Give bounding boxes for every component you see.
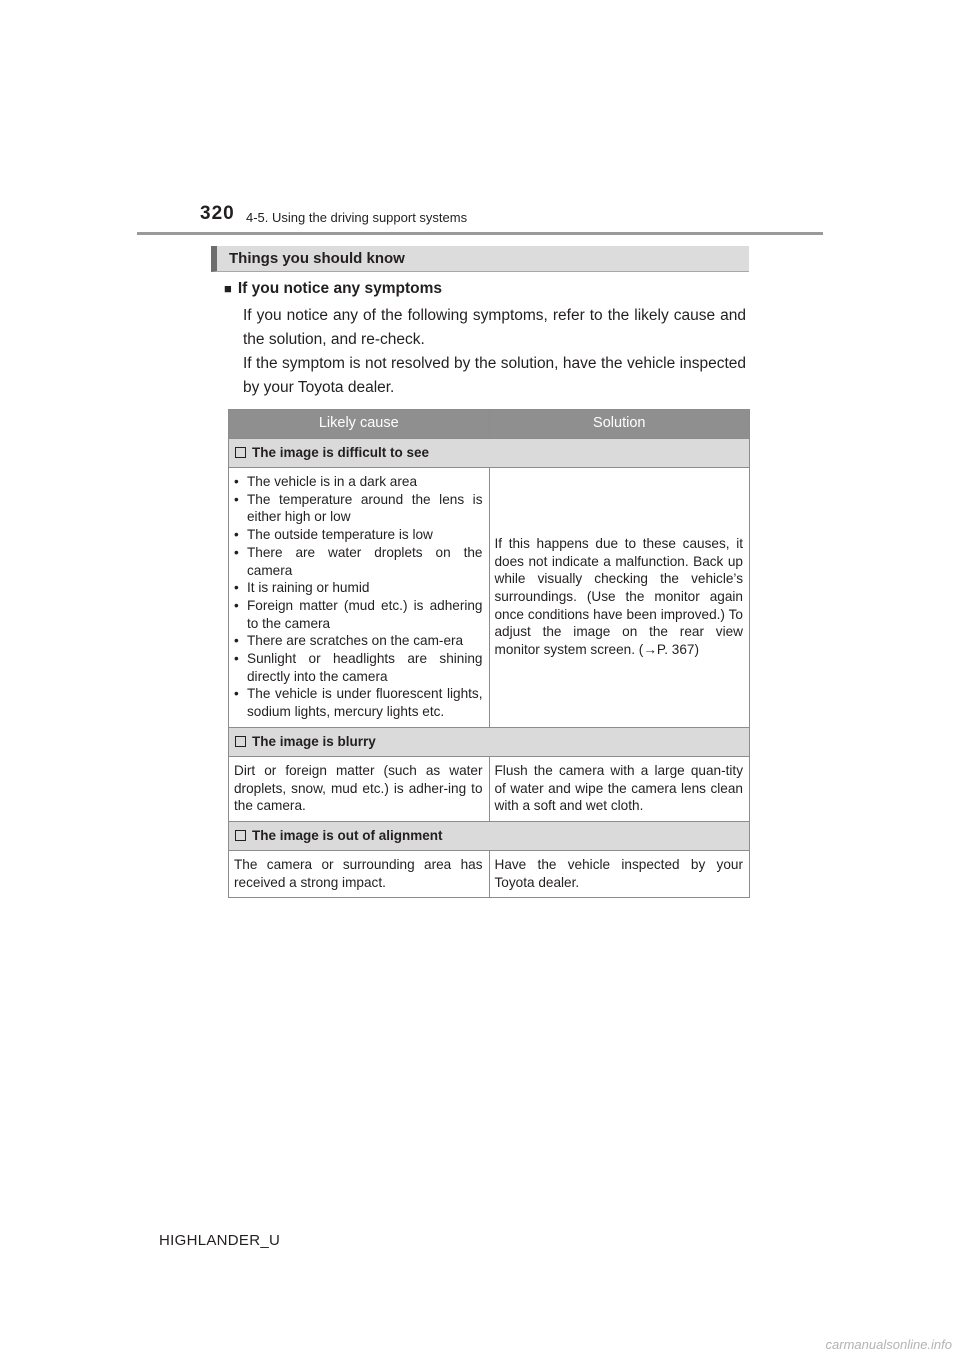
page-number: 320 — [200, 203, 235, 224]
cause-cell — [229, 468, 490, 728]
category-difficult-to-see — [229, 439, 750, 468]
category-blurry — [229, 727, 750, 756]
symptom-table — [228, 409, 750, 898]
table-row — [229, 850, 750, 897]
solution-cell: Flush the camera with a large quan-tity of water and wipe the camera lens clean with a soft and wet cloth. — [489, 756, 750, 821]
list-item: • Sunlight or headlights are shining directly into the camera — [234, 650, 483, 685]
symptoms-heading-text: If you notice any symptoms — [237, 280, 442, 297]
list-item: • Foreign matter (mud etc.) is adhering to the camera — [234, 597, 483, 632]
category-out-of-alignment — [229, 821, 750, 850]
list-item: • The temperature around the lens is either high or low — [234, 491, 483, 526]
category-row — [229, 727, 750, 756]
things-to-know-title: Things you should know — [229, 250, 405, 267]
table-row — [229, 468, 750, 728]
watermark[interactable]: carmanualsonline.info — [825, 1337, 952, 1352]
header-solution: Solution — [489, 410, 750, 439]
table-row — [229, 756, 750, 821]
symptoms-paragraph-2: If the symptom is not resolved by the solution, have the vehicle inspected by your Toyota dealer. — [243, 355, 746, 396]
section-title: 4-5. Using the driving support systems — [246, 210, 468, 225]
cause-list — [234, 473, 483, 721]
category-title: The image is blurry — [252, 733, 376, 749]
list-item: • There are water droplets on the camera — [234, 544, 483, 579]
list-item: • It is raining or humid — [234, 579, 483, 597]
cause-cell: The camera or surrounding area has received a strong impact. — [229, 850, 490, 897]
list-item: • The vehicle is in a dark area — [234, 473, 483, 491]
things-to-know-bar — [211, 246, 749, 272]
table-header-row — [229, 410, 750, 439]
header-likely-cause: Likely cause — [229, 410, 490, 439]
category-title: The image is difficult to see — [252, 445, 430, 461]
checkbox-icon — [235, 736, 246, 747]
symptoms-paragraph-1: If you notice any of the following symptoms, refer to the likely cause and the solution, and re-check. — [243, 307, 746, 348]
category-title: The image is out of alignment — [252, 828, 443, 844]
header-rule — [137, 232, 823, 235]
footer-model: HIGHLANDER_U — [159, 1232, 281, 1249]
category-row — [229, 821, 750, 850]
square-bullet-icon: ■ — [224, 281, 232, 296]
cause-cell: Dirt or foreign matter (such as water droplets, snow, mud etc.) is adher-ing to the camera. — [229, 756, 490, 821]
category-row — [229, 439, 750, 468]
list-item: • The outside temperature is low — [234, 526, 483, 544]
symptoms-heading — [224, 280, 442, 298]
list-item: • There are scratches on the cam-era — [234, 632, 483, 650]
solution-cell: If this happens due to these causes, it does not indicate a malfunction. Back up while visually checking the vehicle’s surroundings. (Use the monitor again once conditions have been improved.) To adjust the image on the rear view monitor system screen. (→P. 367) — [489, 468, 750, 728]
list-item: • The vehicle is under fluorescent lights, sodium lights, mercury lights etc. — [234, 685, 483, 720]
checkbox-icon — [235, 830, 246, 841]
solution-cell: Have the vehicle inspected by your Toyota dealer. — [489, 850, 750, 897]
checkbox-icon — [235, 447, 246, 458]
